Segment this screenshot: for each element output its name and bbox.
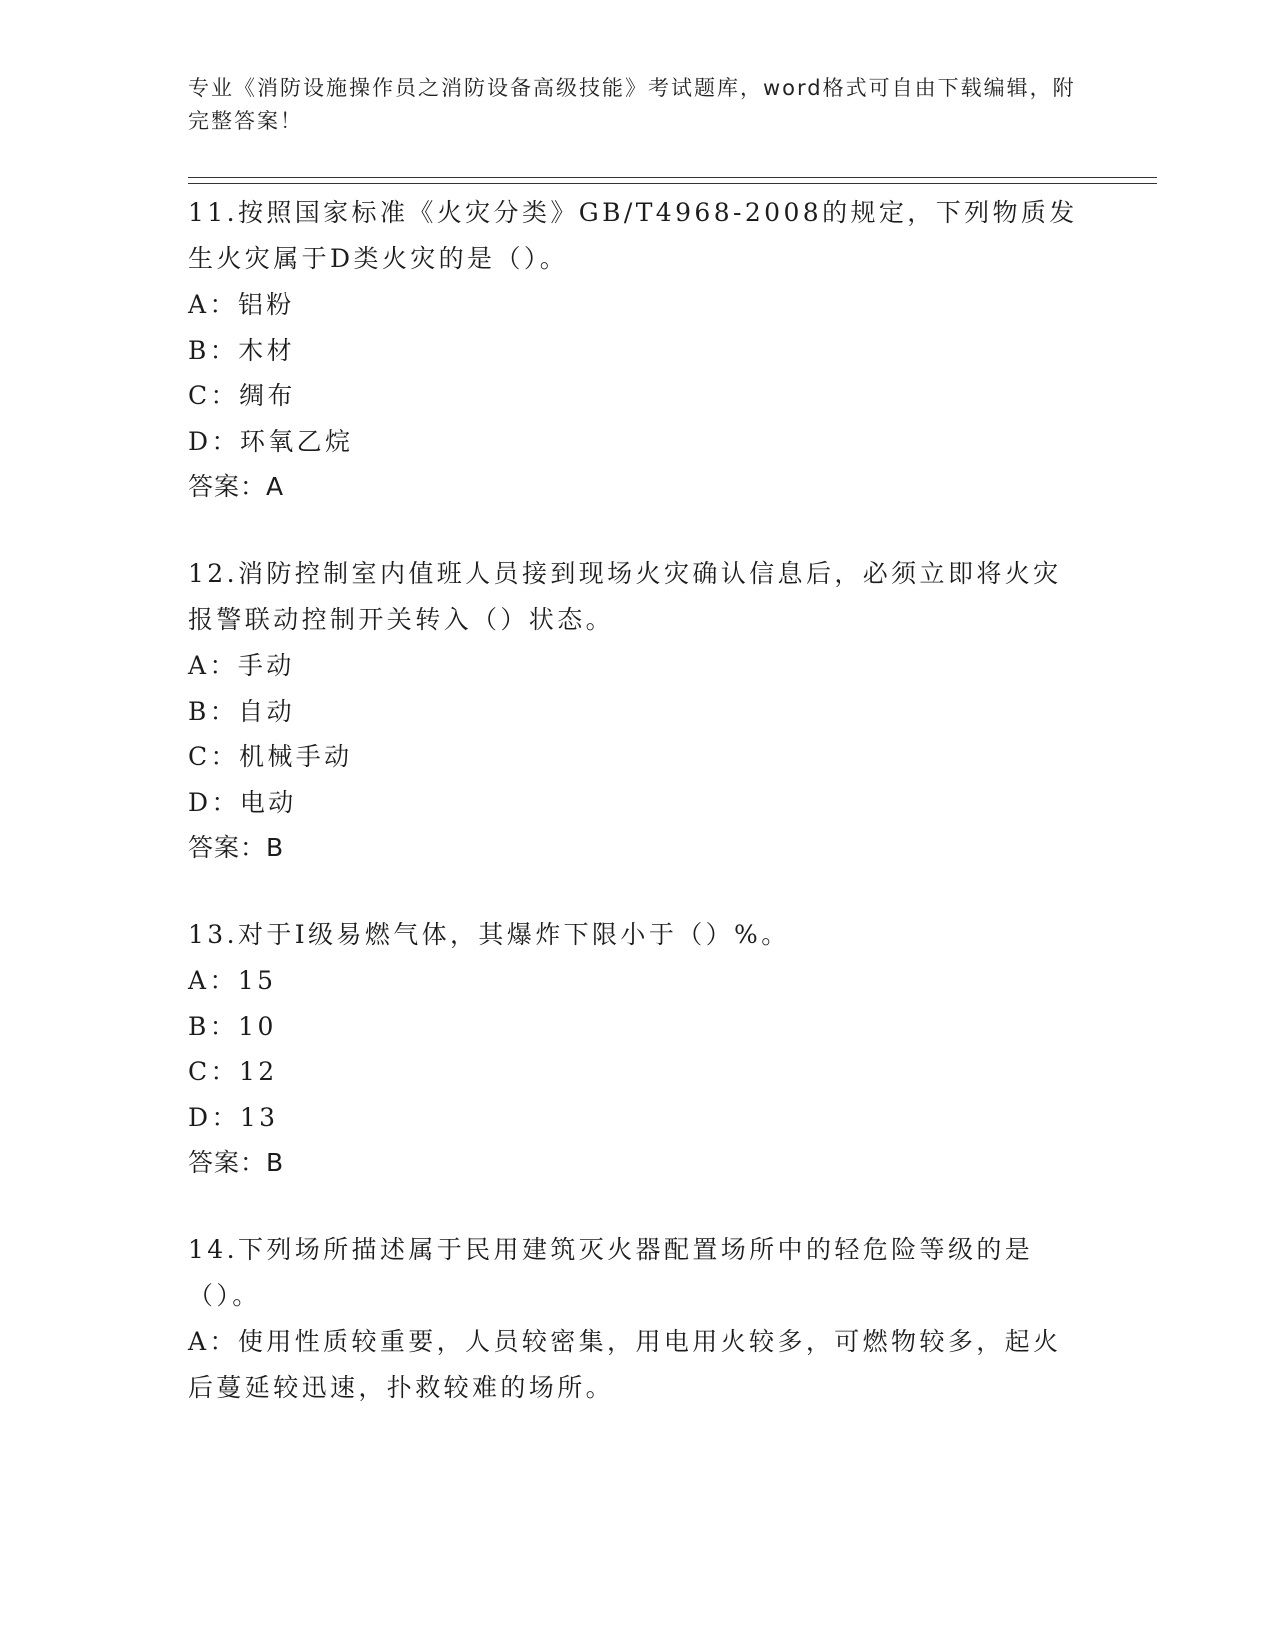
document-intro: 专业《消防设施操作员之消防设备高级技能》考试题库，word格式可自由下载编辑，附完整答案！	[188, 76, 1076, 133]
option-d	[188, 1095, 1088, 1141]
option-text: 13	[239, 1102, 279, 1132]
option-text: 电动	[239, 787, 297, 817]
option-a	[188, 958, 1088, 1004]
option-text: 12	[238, 1057, 278, 1086]
option-key: B：	[188, 1011, 239, 1041]
option-b	[188, 328, 1088, 374]
option-text: 机械手动	[238, 742, 353, 771]
question-12	[188, 551, 1088, 871]
option-a	[188, 282, 1088, 328]
option-text: 手动	[237, 651, 295, 680]
option-b	[188, 1004, 1088, 1050]
option-text: 15	[237, 966, 277, 995]
question-14	[188, 1227, 1088, 1410]
header-divider-bottom	[188, 183, 1157, 184]
option-key: A：	[188, 290, 238, 319]
option-key: B：	[188, 696, 239, 726]
option-key: B：	[188, 335, 239, 365]
header-divider-top	[188, 177, 1157, 178]
question-11	[188, 190, 1088, 510]
option-text: 铝粉	[237, 290, 295, 319]
question-stem: 11.按照国家标准《火灾分类》GB/T4968-2008的规定，下列物质发生火灾属于D类火灾的是（）。	[188, 198, 1078, 273]
option-c	[188, 734, 1088, 780]
option-d	[188, 419, 1088, 465]
option-key: A：	[188, 966, 238, 995]
answer-line: 答案：A	[188, 472, 285, 501]
answer-line: 答案：B	[188, 1148, 285, 1177]
option-text: 自动	[238, 696, 295, 726]
option-key: A：	[188, 651, 238, 680]
option-key: C：	[188, 1057, 239, 1086]
option-key: A：	[188, 1327, 238, 1356]
question-list	[188, 190, 1088, 1451]
option-key: D：	[188, 426, 240, 456]
question-stem: 14.下列场所描述属于民用建筑灭火器配置场所中的轻危险等级的是（）。	[188, 1235, 1034, 1310]
option-text: 使用性质较重要，人员较密集，用电用火较多，可燃物较多，起火后蔓延较迅速，扑救较难的场所。	[188, 1327, 1062, 1402]
option-key: C：	[188, 381, 239, 410]
question-13	[188, 912, 1088, 1186]
question-stem: 13.对于Ⅰ级易燃气体，其爆炸下限小于（）%。	[188, 920, 790, 949]
option-b	[188, 689, 1088, 735]
option-c	[188, 373, 1088, 419]
option-key: C：	[188, 742, 239, 771]
answer-line: 答案：B	[188, 833, 285, 862]
option-text: 环氧乙烷	[239, 426, 354, 456]
option-a	[188, 643, 1088, 689]
option-text: 木材	[238, 335, 295, 365]
option-c	[188, 1049, 1088, 1095]
option-a	[188, 1319, 1088, 1410]
option-d	[188, 780, 1088, 826]
option-text: 绸布	[238, 381, 296, 410]
question-stem: 12.消防控制室内值班人员接到现场火灾确认信息后，必须立即将火灾报警联动控制开关转入（）状态。	[188, 559, 1062, 634]
option-key: D：	[188, 787, 240, 817]
option-key: D：	[188, 1102, 240, 1132]
option-text: 10	[238, 1011, 277, 1041]
